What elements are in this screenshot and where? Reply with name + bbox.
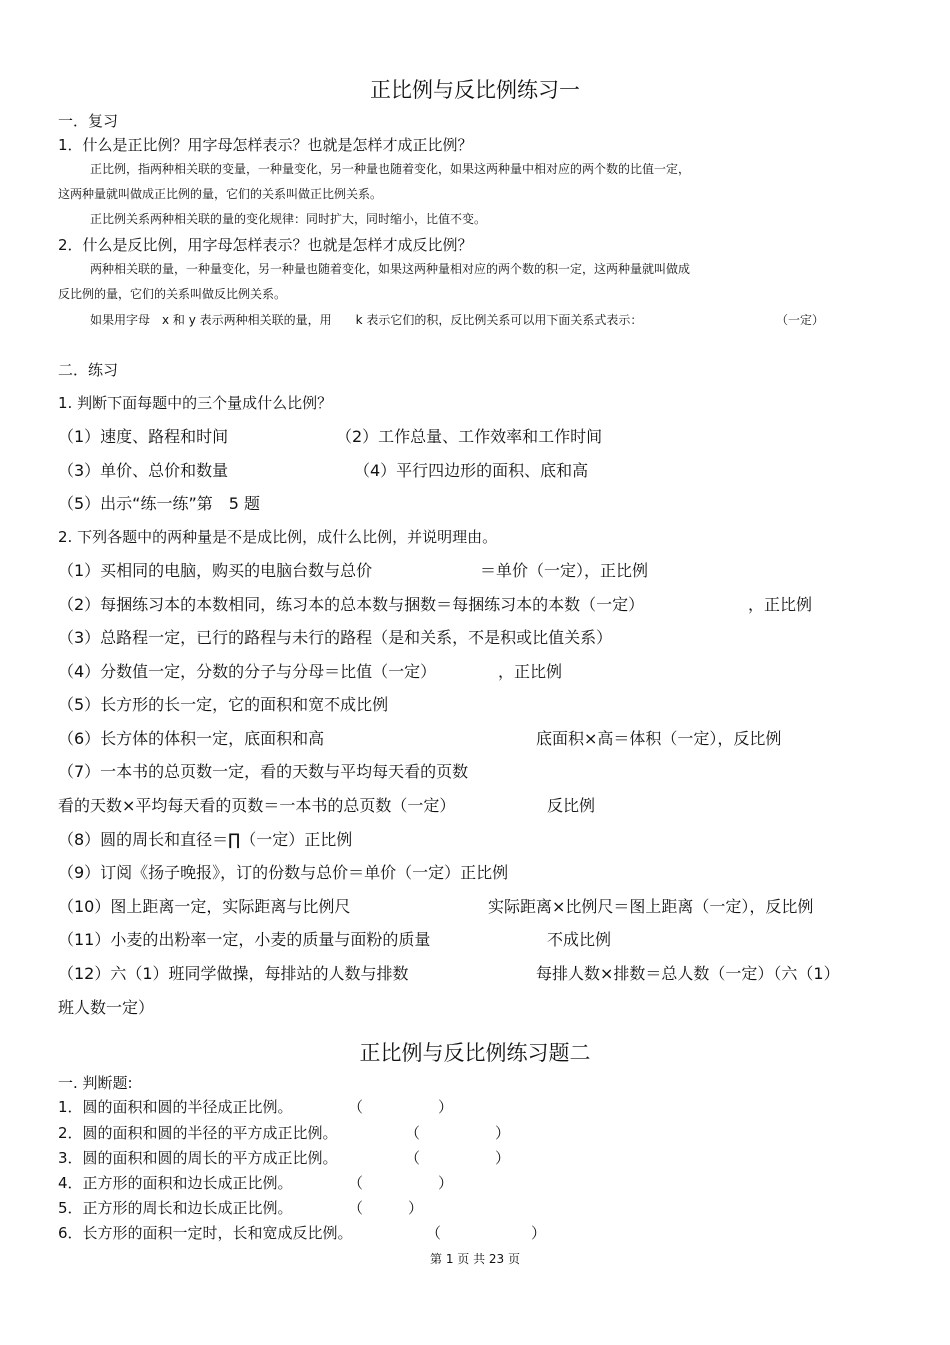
judge-item-6: 6．长方形的面积一定时，长和宽成反比例。 <box>58 1224 353 1242</box>
practice-2-item-12: （12）六（1）班同学做操，每排站的人数与排数 <box>58 964 409 983</box>
practice-1-item-2: （2）工作总量、工作效率和工作时间 <box>336 427 603 446</box>
section-title-2: 正比例与反比例练习题二 <box>359 1041 591 1065</box>
judge-item-1: 1．圆的面积和圆的半径成正比例。 <box>58 1098 293 1116</box>
practice-2-item-12-answer: 每排人数×排数＝总人数（一定）（六（1） <box>536 964 840 983</box>
review-q2-definition-line2: 反比例的量，它们的关系叫做反比例关系。 <box>58 287 287 301</box>
review-q1-definition-line1: 正比例，指两种相关联的变量，一种量变化，另一种量也随着变化，如果这两种量中相对应的两个数的比值一定， <box>90 162 691 176</box>
practice-2-item-2: （2）每捆练习本的本数相同，练习本的总本数与捆数＝每捆练习本的本数（一定） <box>58 595 645 614</box>
judge-item-4-blank: （ ） <box>348 1174 454 1192</box>
practice-2-item-7-cont: 看的天数×平均每天看的页数＝一本书的总页数（一定） <box>58 796 456 815</box>
page-footer: 第 1 页 共 23 页 <box>430 1252 520 1266</box>
review-question-1: 1．什么是正比例？用字母怎样表示？也就是怎样才成正比例？ <box>58 136 473 154</box>
practice-2-item-11-answer: 不成比例 <box>547 930 612 949</box>
judge-item-1-blank: （ ） <box>348 1098 454 1116</box>
practice-2-item-3: （3）总路程一定，已行的路程与未行的路程（是和关系，不是积或比值关系） <box>58 628 613 647</box>
judge-item-5-blank: （ ） <box>348 1199 424 1217</box>
review-question-2: 2．什么是反比例，用字母怎样表示？也就是怎样才成反比例？ <box>58 236 473 254</box>
practice-2-item-6-answer: 底面积×高＝体积（一定），反比例 <box>536 729 782 748</box>
practice-2-item-4-answer: ，正比例 <box>498 662 563 681</box>
practice-1-item-4: （4）平行四边形的面积、底和高 <box>354 461 589 480</box>
judge-item-5: 5．正方形的周长和边长成正比例。 <box>58 1199 293 1217</box>
practice-question-2: 2. 下列各题中的两种量是不是成比例，成什么比例，并说明理由。 <box>58 528 498 546</box>
practice-1-item-1: （1）速度、路程和时间 <box>58 427 229 446</box>
practice-question-1: 1. 判断下面每题中的三个量成什么比例？ <box>58 394 333 412</box>
practice-2-item-1-answer: ＝单价（一定），正比例 <box>480 561 649 580</box>
judge-heading: 一. 判断题: <box>58 1074 133 1092</box>
practice-2-item-9: （9）订阅《扬子晚报》，订的份数与总价＝单价（一定）正比例 <box>58 863 509 882</box>
review-q1-definition-line2: 这两种量就叫做成正比例的量，它们的关系叫做正比例关系。 <box>58 187 383 201</box>
judge-item-6-blank: （ ） <box>426 1224 547 1242</box>
practice-2-item-4: （4）分数值一定，分数的分子与分母＝比值（一定） <box>58 662 437 681</box>
practice-2-item-10-answer: 实际距离×比例尺＝图上距离（一定），反比例 <box>488 897 814 916</box>
judge-item-4: 4．正方形的面积和边长成正比例。 <box>58 1174 293 1192</box>
review-q1-rule: 正比例关系两种相关联的量的变化规律：同时扩大，同时缩小，比值不变。 <box>90 212 487 226</box>
practice-2-item-5: （5）长方形的长一定，它的面积和宽不成比例 <box>58 695 389 714</box>
practice-heading: 二．练习 <box>58 361 119 379</box>
practice-1-item-3: （3）单价、总价和数量 <box>58 461 229 480</box>
practice-2-item-12-cont: 班人数一定） <box>58 998 155 1017</box>
judge-item-3: 3．圆的面积和圆的周长的平方成正比例。 <box>58 1149 338 1167</box>
practice-2-item-11: （11）小麦的出粉率一定，小麦的质量与面粉的质量 <box>58 930 431 949</box>
review-q2-definition-line1: 两种相关联的量，一种量变化，另一种量也随着变化，如果这两种量相对应的两个数的积一定，这两种量就叫做成 <box>90 262 691 276</box>
practice-2-item-7-answer: 反比例 <box>547 796 596 815</box>
practice-2-item-10: （10）图上距离一定，实际距离与比例尺 <box>58 897 351 916</box>
judge-item-2: 2．圆的面积和圆的半径的平方成正比例。 <box>58 1124 338 1142</box>
review-q2-formula: 如果用字母 x 和 y 表示两种相关联的量，用 k 表示它们的积，反比例关系可以用下面关系式表示： <box>90 313 643 327</box>
judge-item-3-blank: （ ） <box>405 1149 511 1167</box>
page-title: 正比例与反比例练习一 <box>370 78 580 102</box>
practice-1-item-5: （5）出示“练一练”第 5 题 <box>58 494 261 513</box>
review-q2-formula-note: （一定） <box>776 313 825 327</box>
practice-2-item-8: （8）圆的周长和直径＝∏（一定）正比例 <box>58 830 353 849</box>
judge-item-2-blank: （ ） <box>405 1124 511 1142</box>
practice-2-item-7: （7）一本书的总页数一定，看的天数与平均每天看的页数 <box>58 762 469 781</box>
practice-2-item-1: （1）买相同的电脑，购买的电脑台数与总价 <box>58 561 373 580</box>
review-heading: 一．复习 <box>58 112 119 130</box>
practice-2-item-2-answer: ，正比例 <box>748 595 813 614</box>
practice-2-item-6: （6）长方体的体积一定，底面积和高 <box>58 729 325 748</box>
